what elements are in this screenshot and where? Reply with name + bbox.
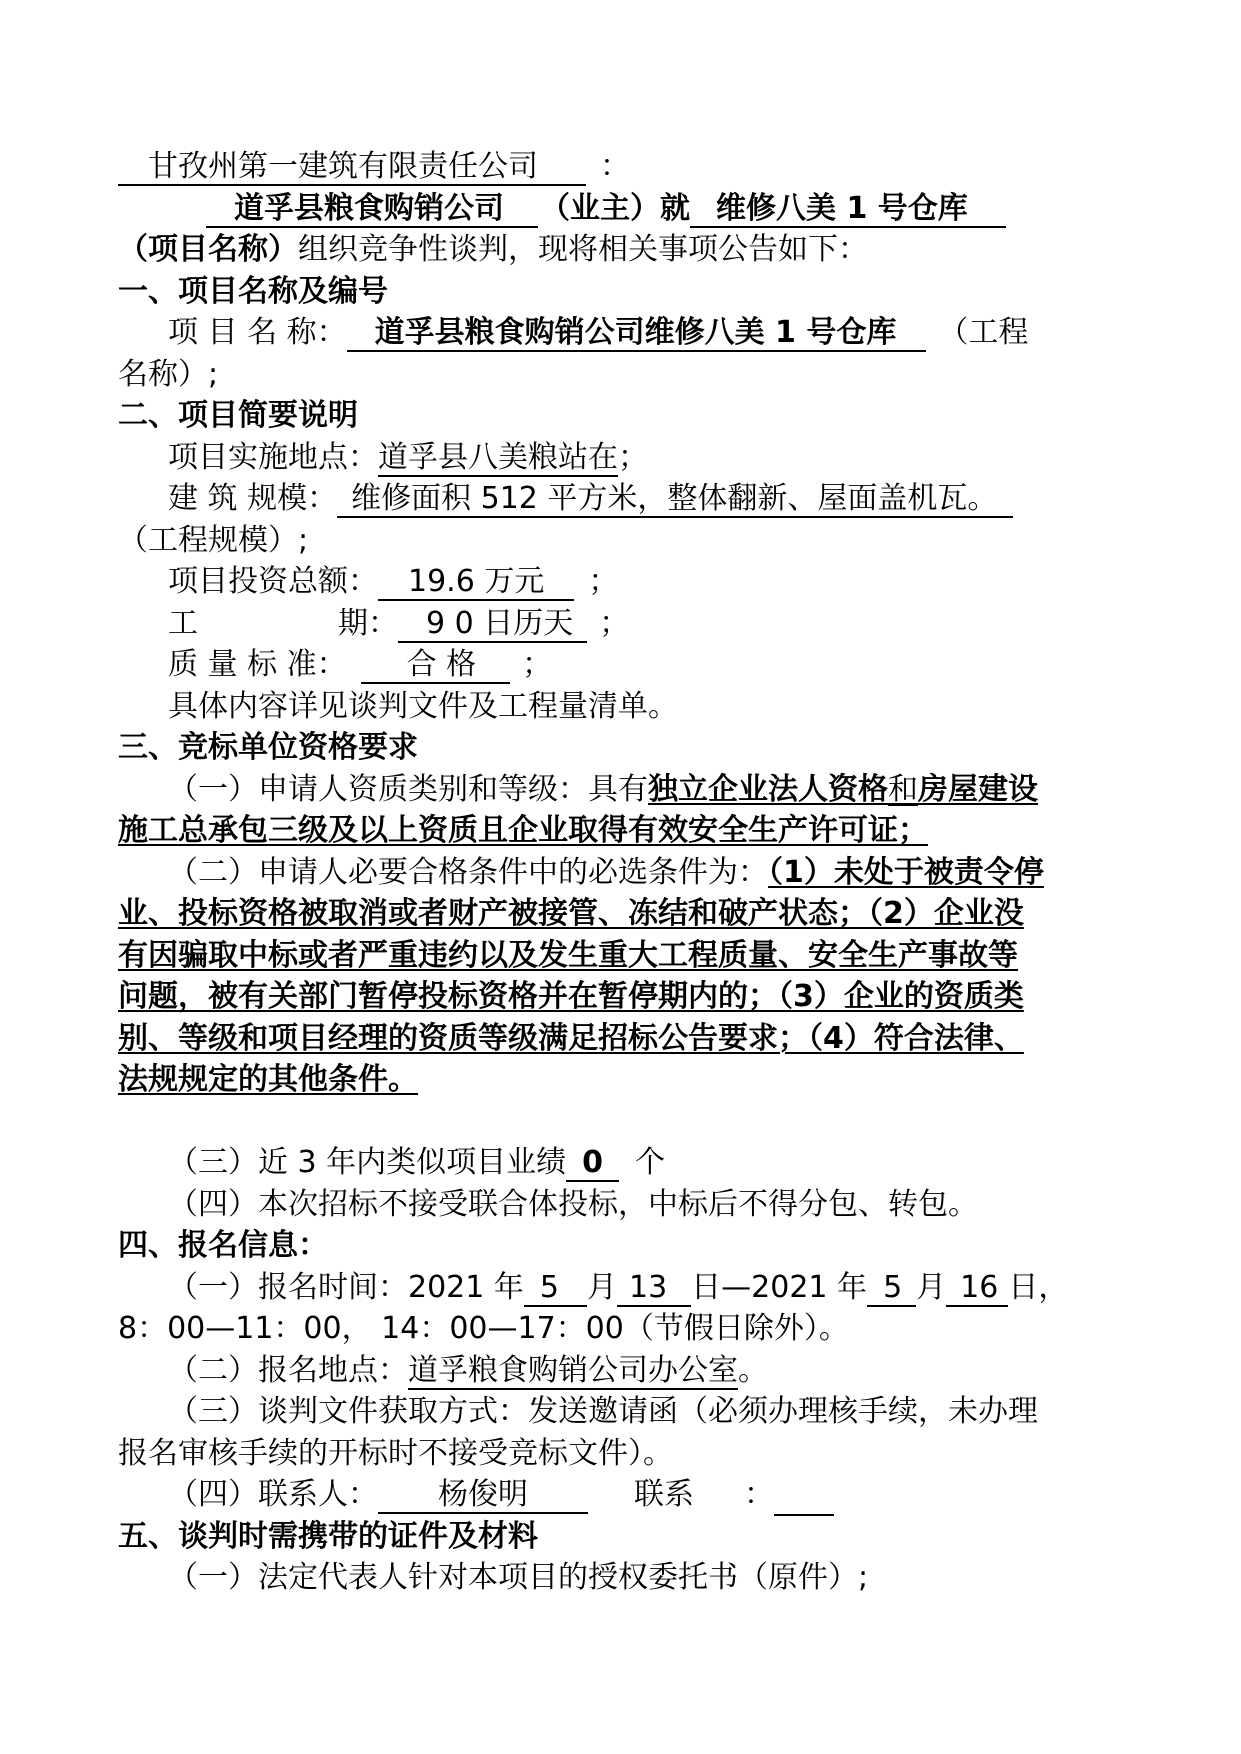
section-5-item-1: （一）法定代表人针对本项目的授权委托书（原件）; (168, 1560, 869, 1595)
q1-prefix: （一）申请人资质类别和等级：具有 (168, 771, 648, 807)
owner-label: （业主）就 (540, 190, 690, 226)
contact-phone-blank (774, 1480, 834, 1516)
registration-place-line (118, 1350, 1128, 1392)
period-label-b: 期： (338, 605, 398, 641)
section-2-heading: 二、项目简要说明 (118, 398, 358, 433)
investment-value: 19.6 万元 (378, 565, 574, 601)
q2-line-3: 有因骗取中标或者严重违约以及发生重大工程质量、安全生产事故等 (118, 937, 1018, 973)
reg-place-suffix: 。 (738, 1352, 768, 1388)
registration-hours: 8：00—11：00， 14：00—17：00（节假日除外）。 (118, 1311, 849, 1346)
location-value: 道孚县八美粮站在 (378, 439, 618, 475)
qualification-4-line: （四）本次招标不接受联合体投标，中标后不得分包、转包。 (168, 1186, 978, 1222)
project-name-label: 项 目 名 称： (168, 315, 347, 350)
document-method-line: （三）谈判文件获取方式：发送邀请函（必须办理核手续，未办理 (168, 1394, 1038, 1429)
period-label-a: 工 (168, 605, 198, 641)
q1-bold-2a: 房屋建设 (918, 771, 1038, 807)
q3-suffix: 个 (635, 1145, 666, 1180)
q2-line-4: 问题，被有关部门暂停投标资格并在暂停期内的；（3）企业的资质类 (118, 979, 1024, 1014)
reg-day-2: 16 (946, 1271, 1008, 1307)
section-5-heading: 五、谈判时需携带的证件及材料 (118, 1518, 538, 1554)
contact-phone-label: 联系 (634, 1477, 694, 1512)
intro-project-label: （项目名称） (118, 232, 298, 267)
reg-place-prefix: （二）报名地点： (168, 1352, 408, 1388)
addressee-line (118, 146, 1128, 188)
location-line (118, 437, 1128, 479)
q2-line-5: 别、等级和项目经理的资质等级满足招标公告要求；（4）符合法律、 (118, 1020, 1024, 1056)
quality-label: 质 量 标 准： (168, 647, 347, 682)
location-suffix: ； (618, 439, 648, 475)
reg-month-1-label: 月 (586, 1269, 617, 1305)
q2-prefix: （二）申请人必要合格条件中的必选条件为： (168, 854, 768, 890)
qualification-1-line-2 (118, 810, 1128, 852)
period-value: 9 0 日历天 (398, 607, 587, 643)
intro-line-1 (118, 188, 1128, 230)
q2-line-2: 业、投标资格被取消或者财产被接管、冻结和破产状态；（2）企业没 (118, 896, 1024, 931)
section-4-heading: 四、报名信息： (118, 1228, 328, 1263)
q1-bold-2b: 施工总承包三级及以上资质且企业取得有效安全生产许可证； (118, 813, 928, 848)
investment-line (118, 561, 1128, 603)
project-name-suffix: （工程 (938, 315, 1029, 350)
scale-label: 建 筑 规模： (168, 481, 338, 516)
project-full-name: 道孚县粮食购销公司维修八美 1 号仓库 (347, 316, 927, 352)
investment-suffix: ； (588, 564, 619, 599)
reg-month-1: 5 (524, 1271, 587, 1307)
scale-line (118, 478, 1128, 520)
reg-time-prefix: （一）报名时间：2021 年 (168, 1269, 524, 1305)
period-suffix: ； (599, 605, 630, 641)
q1-bold-1: 独立企业法人资格 (648, 771, 888, 807)
section-3-heading: 三、竞标单位资格要求 (118, 730, 418, 765)
document-method-line-2: 报名审核手续的开标时不接受竞标文件）。 (118, 1435, 673, 1471)
qualification-2-line-1 (118, 852, 1128, 894)
contact-line (118, 1474, 1128, 1516)
registration-time-line (118, 1267, 1128, 1309)
reg-month-2: 5 (867, 1271, 916, 1307)
q2-line-6: 法规规定的其他条件。 (118, 1062, 418, 1097)
project-name-line (118, 312, 1128, 354)
q3-value: 0 (566, 1146, 619, 1182)
owner-name: 道孚县粮食购销公司 (206, 192, 538, 228)
intro-rest: 组织竞争性谈判，现将相关事项公告如下： (298, 232, 868, 267)
q2-line-1: （1）未处于被责令停 (768, 854, 1044, 890)
quality-suffix: ； (522, 647, 553, 682)
scale-suffix-line: （工程规模）; (118, 522, 309, 558)
project-name: 维修八美 1 号仓库 (690, 192, 1006, 228)
document-page (118, 146, 1128, 1599)
reg-day-2-label: 日， (1008, 1269, 1069, 1305)
addressee-suffix: ： (600, 149, 630, 184)
scale-value: 维修面积 512 平方米，整体翻新、屋面盖机瓦。 (337, 482, 1013, 518)
period-line (118, 603, 1128, 645)
quality-value: 合 格 (361, 648, 511, 684)
qualification-3-line (118, 1142, 1128, 1184)
reg-place-value: 道孚粮食购销公司办公室 (408, 1352, 738, 1388)
spacer (118, 1101, 1128, 1143)
contact-prefix: （四）联系人： (168, 1477, 378, 1512)
detail-note: 具体内容详见谈判文件及工程量清单。 (168, 688, 678, 724)
qualification-1-line-1 (118, 769, 1128, 811)
intro-line-2 (118, 229, 1128, 271)
location-label: 项目实施地点： (168, 439, 378, 475)
reg-month-2-label: 月 (916, 1269, 947, 1305)
project-name-suffix-line: 名称）; (118, 356, 219, 392)
section-1-heading: 一、项目名称及编号 (118, 273, 388, 309)
reg-day-1: 13 (617, 1271, 691, 1307)
contact-colon: ： (744, 1477, 774, 1512)
investment-label: 项目投资总额： (168, 564, 378, 599)
q3-prefix: （三）近 3 年内类似项目业绩 (168, 1145, 567, 1180)
quality-line (118, 644, 1128, 686)
contact-name: 杨俊明 (378, 1478, 588, 1514)
addressee: 甘孜州第一建筑有限责任公司 (118, 150, 586, 186)
q1-and: 和 (888, 771, 918, 807)
reg-day-1-label: 日—2021 年 (691, 1269, 868, 1305)
